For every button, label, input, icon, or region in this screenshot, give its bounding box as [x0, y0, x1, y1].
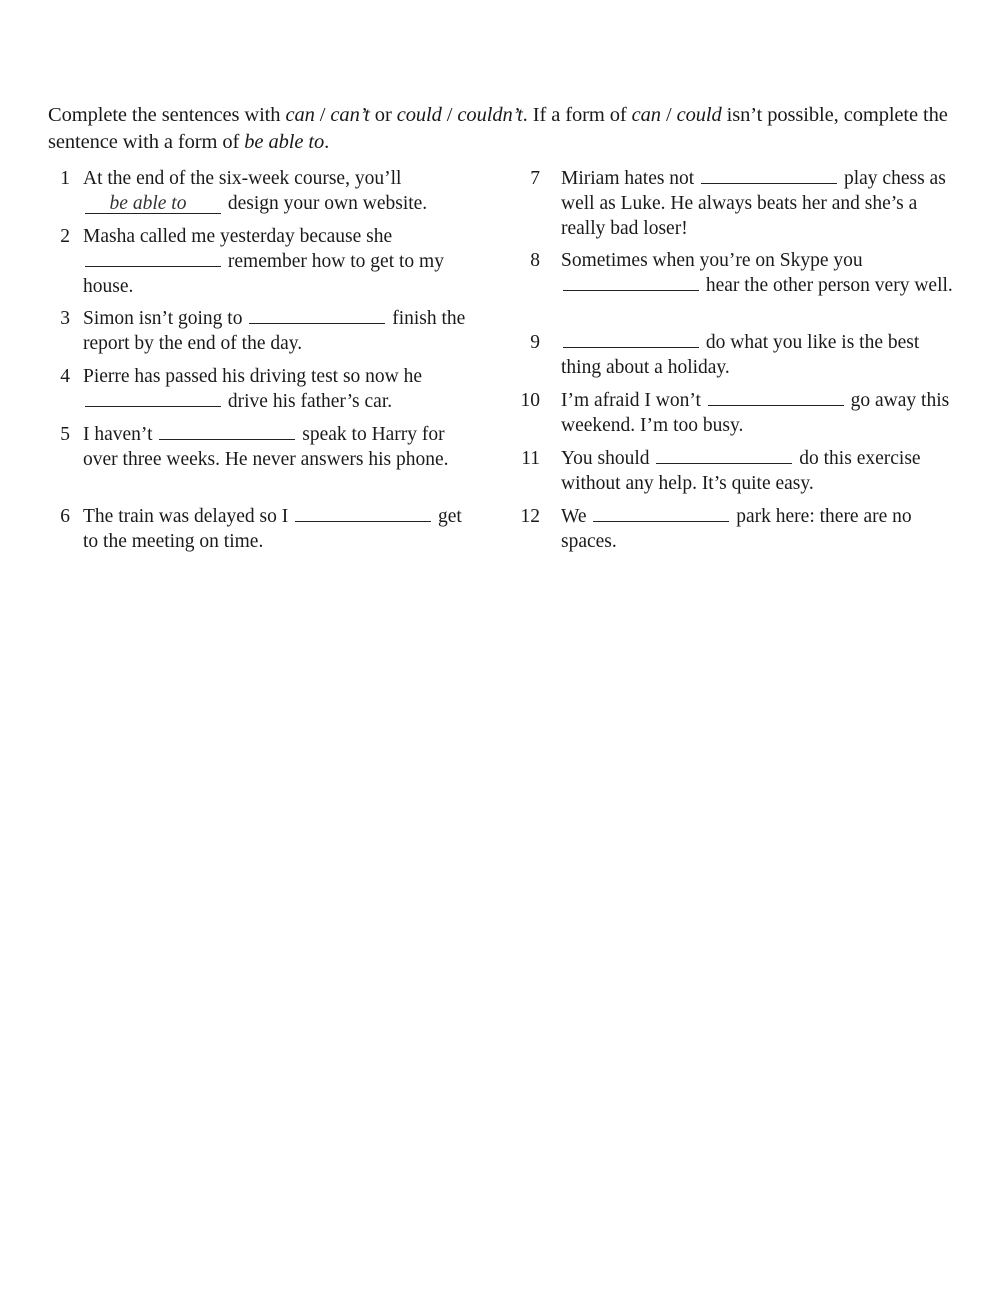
- exercise-text-after: speak to Harry for over three weeks. He never answers his phone.: [83, 424, 449, 470]
- exercise-number: 11: [521, 448, 540, 469]
- answer-blank-7[interactable]: [701, 167, 837, 184]
- exercise-item-8: [520, 248, 960, 298]
- exercise-item-6: [48, 504, 478, 554]
- instructions-sep-3: /: [660, 104, 677, 126]
- exercise-text-before: I’m afraid I won’t: [561, 390, 706, 411]
- answer-blank-5[interactable]: [159, 423, 295, 440]
- answer-blank-1[interactable]: be able to: [85, 195, 221, 214]
- instructions-could-2: could: [676, 104, 722, 126]
- exercise-text-after: remember how to get to my house.: [83, 251, 444, 297]
- exercise-text-before: I haven’t: [83, 424, 158, 445]
- exercise-number: 12: [520, 506, 540, 527]
- instructions: [48, 102, 953, 156]
- instructions-be-able-to: be able to: [244, 131, 325, 153]
- exercise-text-before: At the end of the six-week course, you’ll: [83, 168, 402, 189]
- exercise-number: 4: [60, 366, 70, 387]
- exercise-text-after: hear the other person very well.: [701, 275, 953, 296]
- instructions-text-2: . If a form of: [522, 104, 632, 126]
- instructions-can: can: [285, 104, 315, 126]
- exercise-number: 2: [60, 226, 70, 247]
- answer-blank-11[interactable]: [656, 447, 792, 464]
- exercise-number: 7: [530, 168, 540, 189]
- exercise-item-7: [520, 166, 960, 241]
- exercise-text-after: do what you like is the best thing about a holiday.: [561, 332, 920, 378]
- exercise-text-before: The train was delayed so I: [83, 506, 294, 527]
- exercise-text-before: Miriam hates not: [561, 168, 700, 189]
- instructions-or: or: [369, 104, 397, 126]
- exercise-text-after: play chess as well as Luke. He always beats her and she’s a really bad loser!: [561, 168, 946, 239]
- exercise-text-before: Pierre has passed his driving test so now he: [83, 366, 423, 387]
- exercise-number: 5: [60, 424, 70, 445]
- exercise-item-11: [520, 446, 960, 496]
- exercise-item-10: [520, 388, 960, 438]
- exercise-text-after: do this exercise without any help. It’s quite easy.: [561, 448, 921, 494]
- answer-blank-2[interactable]: [85, 250, 221, 267]
- exercise-text-before: Sometimes when you’re on Skype you: [561, 250, 863, 271]
- exercise-number: 8: [530, 250, 540, 271]
- exercise-number: 6: [60, 506, 70, 527]
- instructions-sep-2: /: [441, 104, 458, 126]
- answer-blank-4[interactable]: [85, 390, 221, 407]
- answer-blank-10[interactable]: [708, 389, 844, 406]
- exercise-number: 3: [60, 308, 70, 329]
- answer-blank-8[interactable]: [563, 274, 699, 291]
- instructions-text-4: .: [324, 131, 330, 153]
- instructions-text-3: isn’t possible, complete the sentence with a form of: [48, 104, 948, 153]
- exercise-item-4: [48, 364, 478, 414]
- instructions-couldnt: couldn’t: [457, 104, 523, 126]
- answer-blank-12[interactable]: [593, 505, 729, 522]
- exercise-text-after: finish the report by the end of the day.: [83, 308, 466, 354]
- exercise-text-after: design your own website.: [223, 193, 428, 214]
- exercise-item-3: [48, 306, 478, 356]
- exercise-text-after: drive his father’s car.: [223, 391, 393, 412]
- exercise-item-5: [48, 422, 478, 472]
- exercise-item-1: [48, 166, 478, 216]
- exercise-text-after: go away this weekend. I’m too busy.: [561, 390, 950, 436]
- exercise-number: 9: [530, 332, 540, 353]
- exercise-text-after: get to the meeting on time.: [83, 506, 462, 552]
- exercise-item-12: [520, 504, 960, 554]
- instructions-cant: can’t: [330, 104, 370, 126]
- answer-blank-3[interactable]: [249, 307, 385, 324]
- exercise-text-before: You should: [561, 448, 655, 469]
- exercise-item-9: [520, 330, 960, 380]
- instructions-text-1: Complete the sentences with: [48, 104, 286, 126]
- instructions-could: could: [396, 104, 442, 126]
- exercise-number: 10: [520, 390, 540, 411]
- instructions-sep-1: /: [314, 104, 331, 126]
- answer-blank-6[interactable]: [295, 505, 431, 522]
- exercise-text-before: Simon isn’t going to: [83, 308, 248, 329]
- exercise-text-before: We: [561, 506, 592, 527]
- exercise-number: 1: [60, 168, 70, 189]
- answer-blank-9[interactable]: [563, 331, 699, 348]
- exercise-item-2: [48, 224, 478, 299]
- exercise-text-after: park here: there are no spaces.: [561, 506, 912, 552]
- instructions-can-2: can: [631, 104, 661, 126]
- exercise-text-before: Masha called me yesterday because she: [83, 226, 393, 247]
